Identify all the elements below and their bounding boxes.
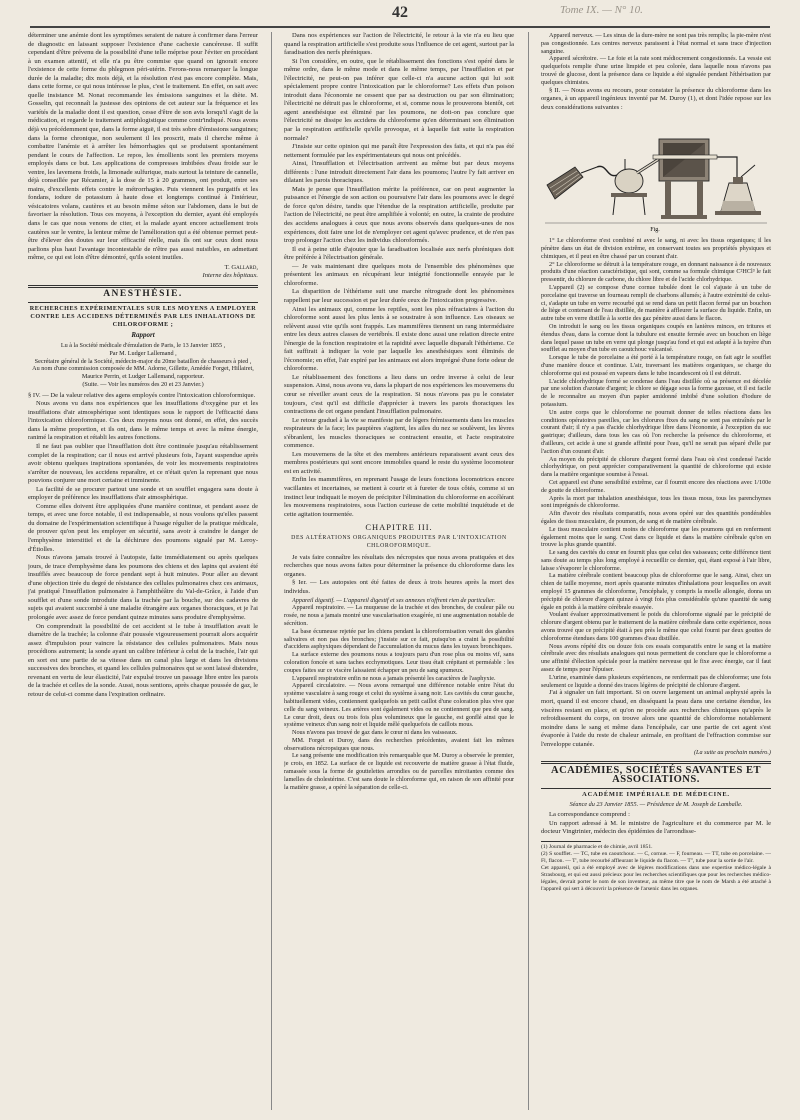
paragraph: Enfin les mammifères, en reprenant l'usage de leurs fonctions locomotrices encore vacillantes et incertaines, se mettent à courir et à fureter de tous côtés, comme si un instinct leur indiquait le moyen de précipiter l'élimination du chloroforme en accélérant les mouvemens respiratoires, sous l'action curieuse de cette mobilité inquiétude et de cette agitation tourmentée. (284, 476, 514, 518)
footnote-rule (541, 841, 601, 842)
author-signature: T. Gallard, (224, 263, 258, 271)
section-divider (541, 761, 771, 764)
paragraph: L'appareil (2) se compose d'une cornue tubulée dont le col s'ajuste à un tube de porcelaine qui traverse un fourneau rempli de charbons allumés; à l'autre extrémité de celui-ci, s'adapte un tube en verre recourbé qui se rend dans un petit flacon fermé par un bouchon de liège et contenant de l'eau distillée, de manière à affleurer la surface du liquide. Enfin, un autre tube en verre distille à la sortie des gaz pénètre aussi dans le flacon. (541, 284, 771, 323)
paragraph: Lorsque le tube de porcelaine a été porté à la température rouge, on fait agir le soufflet d'une manière douce et continue. L'air, traversant les matières organiques, se charge du chloroforme qui est poussé en vapeurs dans le tube incandescent où il est détruit. (541, 354, 771, 377)
page-number: 42 (392, 4, 408, 21)
article-venue: Lu à la Société médicale d'émulation de Paris, le 13 Janvier 1855 , (60, 341, 226, 349)
continuation-note: (Suite. — Voir les numéros des 20 et 23 Janvier.) (82, 380, 204, 388)
session-date: Séance du 23 Janvier 1855. — Présidence de M. Joseph de Lamballe. (569, 800, 743, 808)
column-3 (541, 32, 771, 1110)
paragraph: Voulant évaluer approximativement le poids du chloroforme signalé par le précipité de chlorure d'argent obtenu par le traitement de la matière cérébrale dans cette expérience, nous avons trouvé que ce précipité était à peu près le même que celui fourni par deux gouttes de chloroforme étendues dans 100 grammes d'eau distillée. (541, 611, 771, 642)
divider (541, 788, 771, 789)
paragraph: déterminer une anémie dont les symptômes seraient de nature à confirmer dans l'erreur de diagnostic en laissant supposer l'existence d'une cachexie cancéreuse. Il suffit cependant d'être prévenu de la possibilité d'une telle méprise pour l'éviter en procédant à un examen attentif, et elle n'a pu être commise que quand on ignorait encore l'existence de cette forme du phlegmon péri-utérin. Ferons-nous remarquer la longue durée de la maladie; dix mois déjà, et la résolution n'est pas encore complète. Mais, dans cette forme, ce qui nous intéresse le plus, c'est le traitement. En effet, on sait avec quelle insistance M. Nonat recommande les émissions sanguines et la diète. M. Gosselin, qui reconnaît la justesse des opinions de cet auteur sur la fréquence et les variétés de la maladie dont il est question, cesse d'être de son avis lorsqu'il s'agit de la médication, et regarde le traitement antiphlogistique comme contr'indiqué. Nous avons déjà vu précédemment que, dans la forme aiguë, il est très sobre d'émissions sanguines; dans la forme chronique, non seulement il les proscrit, mais il cherche même à combattre l'anémie et à arrêter les hémorrhagies qui se produisent spontanément pendant le cours de l'affection. Le repos, les émollients sont les premiers moyens employés dans ce but. Les applications de compresses imbibées d'eau froide sur le ventre, les lavemens froids, la limonade sulfurique, mais surtout la teinture de cannelle, déjà conseillée par Récamier, à la dose de 15 à 20 grammes, ont produit, entre ses mains, d'excellents effets contre le métrorrhagies. Puis viennent les purgatifs et les fondans, iodure de potassium à haute dose et longtemps continué à l'intérieur, vésicatoires volans, cautères et au besoin même séton sur l'abdomen, dans le but de favoriser la résolution. Tous ces moyens, à l'exception du dernier, ayant été employés dans le cas que nous venons de citer, et la malade ayant encore actuellement trois cautères sur le ventre, la lenteur même de l'amélioration qui a été obtenue permet peut-être d'élever des doutes sur leur efficacité réelle, mais ils ont sur ceux dont nous parlions plus haut l'avantage incontestable de n'être pas aussi nuisibles, en admettant même, ce qui est loin d'être démontré, qu'ils soient inutiles. (28, 32, 258, 262)
paragraph: Le retour graduel à la vie se manifeste par de légers frémissements dans les muscles respirateurs de la face; les paupières s'agitent, les ailes du nez se soulèvent, les lèvres s'ébranlent, les muscles thoraciques se contractent ensuite, et l'acte respiratoire commence. (284, 416, 514, 450)
column-2 (284, 32, 514, 1110)
bellows-illustration (547, 167, 597, 199)
paragraph: L'appareil respiratoire enfin ne nous a jamais présenté les caractères de l'asphyxie. (292, 674, 496, 682)
footnote: (1) Journal de pharmacie et de chimie, avril 1851. (541, 843, 653, 850)
paragraph: Je vais faire connaître les résultats des nécropsies que nous avons pratiquées et des recherches que nous avons faites pour déterminer la présence du chloroforme dans les organes. (284, 553, 514, 578)
paragraph: Appareil nerveux. — Les sinus de la dure-mère ne sont pas très remplis; la pie-mère n'est pas congestionnée. Les centres nerveux paraissent à l'état normal et sans trace d'injection sanguine. (541, 32, 771, 55)
author-title: Secrétaire général de la Société, médecin-major du 20me bataillon de chasseurs à pied , (34, 357, 252, 365)
chapter-title: CHAPITRE III. (365, 522, 433, 533)
paragraph: Au moyen du précipité de chlorure d'argent formé dans l'eau où s'est condensé l'acide chlorhydrique, on peut apprécier comparativement la quantité de chloroforme qui existe dans la matière organique soumise à l'essai. (541, 455, 771, 479)
rubber-tube (597, 167, 617, 176)
paragraph: Dans nos expériences sur l'action de l'électricité, le retour à la vie n'a eu lieu que quand la respiration artificielle s'est produite sous l'influence de cet agent, surtout par la faradisation des nerfs phréniques. (284, 32, 514, 57)
paragraph: J'insiste sur cette opinion qui me paraît être l'expression des faits, et qui n'a pas été nettement formulée par les expérimentateurs qui nous ont précédés. (284, 143, 514, 159)
paragraph: Mais je pense que l'insufflation mérite la préférence, car on peut augmenter la puissance et l'énergie de son action ou poursuivre l'air dans les poumons avec le degré de force qu'on désire, tandis que l'étendue de la respiration artificielle, produite par l'action de l'électricité, ne peut être amplifiée à volonté; en outre, la crainte de produire des accidens analogues à ceux que nous avons observés dans quelques-unes de nos expériences, doit faire une loi de n'employer cet agent qu'avec prudence, et de n'en pas trop prolonger l'action chez les individus chloroformés. (284, 185, 514, 245)
retort-illustration (611, 159, 659, 215)
paragraph: On introduit le sang ou les tissus organiques coupés en lanières minces, en tritures et étendus d'eau, dans la cornue dont la tubulure est ensuite fermée avec un bouchon en liège dans lequel passe un tube en verre qui plonge jusqu'au fond et qui est adapté à la tuyère d'un soufflet au moyen d'un tube en caoutchouc vulcanisé. (541, 322, 771, 354)
paragraph: La matière cérébrale contient beaucoup plus de chloroforme que le sang. Ainsi, chez un chien de taille moyenne, mort après quarante minutes d'inhalations pour lesquelles on avait employé 15 grammes de chloroforme, l'encéphale, y compris la moelle allongée, donna un précipité de chlorure d'argent quinze à vingt fois plus considérable qu'une quantité de sang égale en poids à la matière cérébrale essayée. (541, 572, 771, 611)
paragraph: Le sang présente une modification très remarquable que M. Duroy a observée le premier, je crois, en 1852. La surface de ce liquide est recouverte de matière grasse à l'état fluide, ramassée sous la forme de gouttelettes arrondies ou de parcelles miroitantes comme des lamelles de cholestérine. C'est sans doute le chloroforme qui, en raison de son affinité pour la matière grasse, a opéré la séparation de celle-ci. (284, 752, 514, 791)
paragraph: Nous avons vu dans nos expériences que les insufflations d'oxygène pur et les insufflations d'air atmosphérique sont identiques sous le rapport de l'efficacité dans l'intoxication chloroformique. Ces deux moyens nous ont donné, en effet, des succès dans la même proportion, et ils ont, dans le même temps et avec la même énergie, ranimé la respiration et rétabli les autres fonctions. (28, 400, 258, 442)
divider (28, 302, 258, 303)
paragraph: Le tissu musculaire contient moins de chloroforme que les poumons qui en renferment également moins que le sang. C'est dans ce liquide et dans la matière cérébrale qu'on en trouve la plus grande quantité. (541, 525, 771, 549)
running-head: Tome IX. — N° 10. (560, 4, 643, 16)
paragraph: Un rapport adressé à M. le ministre de l'agriculture et du commerce par M. le docteur Vingtrinier, médecin des épidémies de l'arrondisse- (541, 819, 771, 836)
paragraph: Nous n'avons pas trouvé de gaz dans le cœur ni dans les vaisseaux. (292, 729, 458, 737)
paragraph: La facilité de se procurer partout une sonde et un soufflet engagera sans doute à employer de préférence les insufflations d'air atmosphérique. (28, 485, 258, 502)
paragraph: Appareil sécrétoire. — Le foie et la rate sont médiocrement congestionnés. La vessie est quelquefois remplie d'une urine limpide et peu colorée, dans laquelle nous n'avons pas trouvé de glucose, dont la présence dans ce liquide a été signalée pendant l'éthérisation par quelques chimistes. (541, 55, 771, 86)
paragraph: 2° Le chloroforme se détruit à la température rouge, en donnant naissance à de nouveaux produits d'une réaction caractéristique, qui sont, comme sa formule chimique C²HCl³ le fait pressentir, du chlorure de carbone, du chlore libre et de l'acide chlorhydrique. (541, 260, 771, 284)
paragraph: Comme elles doivent être appliquées d'une manière continue, et pendant assez de temps, et avec une force notable, il est indispensable, si nous voulons qu'elles passent du domaine de l'expérimentation scientifique à l'usage régulier de la pratique médicale, de prouver qu'on peut les employer en sécurité, sans avoir à craindre le danger de l'emphysème interstitiel et de la déchirure des poumons signalé par M. Leroy-d'Étiolles. (28, 502, 258, 553)
paragraph: Les mouvemens de la tête et des membres antérieurs reparaissent avant ceux des membres postérieurs qui sont encore immobiles quand le reste du système locomoteur est en activité. (284, 450, 514, 475)
paragraph: L'acide chlorhydrique formé se condense dans l'eau distillée où sa présence est décelée par une solution d'azotate d'argent; le chlore se dégage sous la forme gazeuse, et il est facile de le reconnaître au moyen d'un papier amidonné imbibé d'une solution d'iodure de potassium. (541, 377, 771, 408)
section-heading: § IV. — De la valeur relative des agens employés contre l'intoxication chloroformique. (28, 391, 256, 399)
paragraph: Cet appareil est d'une sensibilité extrême, car il fournit encore des réactions avec 1/100e de goutte de chloroforme. (541, 478, 771, 494)
article-title: RECHERCHES EXPÉRIMENTALES SUR LES MOYENS A EMPLOYER CONTRE LES ACCIDENS DÉTERMINÉS PAR LES INHALATIONS DE CHLOROFORME ; (29, 305, 257, 329)
footnote: Cet appareil, qui a été employé avec de légères modifications dans une expertise médico-légale à Strasbourg, et qui est aussi précieux pour les recherches scientifiques que pour les recherches médico-légales, devrait porter le nom de son inventeur, au même titre que le nom de Marsh a été attaché à l'appareil qui sert à découvrir la présence de l'arsenic dans les organes. (541, 864, 771, 892)
paragraph: J'ai à signaler un fait important. Si on ouvre largement un animal asphyxié après la mort, quand il est encore chaud, en disséquant la peau dans une certaine étendue, les viscères restant en place, et qu'on ne procède aux recherches chimiques qu'après le refroidissement du corps, on trouve alors une quantité de chloroforme notablement moindre dans le sang et même dans l'encéphale, car une partie de cet agent s'est évaporée à l'aide du reste de chaleur animale, en profitant de l'effraction commise sur l'enveloppe cutanée. (541, 689, 771, 748)
column-rule (271, 32, 272, 1110)
article-author: Par M. Ludger Lallemand , (109, 349, 177, 357)
paragraph: Le sang des cavités du cœur en fournit plus que celui des vaisseaux; cette différence tient sans doute au temps plus long employé à recueillir ce dernier, qui, étant exposé à l'air libre, laisse s'évaporer le chloroforme. (541, 549, 771, 572)
paragraph: Le rétablissement des fonctions a lieu dans un ordre inverse à celui de leur suspension. Ainsi, nous avons vu, dans la plupart de nos expériences les mouvemens du cœur se réveiller avant ceux de la respiration. Si nous n'avons pas pu le constater toujours, c'est qu'il est difficile d'apprécier à travers les parois thoraciques les contractions de cet organe pendant l'insufflation pulmonaire. (284, 373, 514, 416)
paragraph: Il est à peine utile d'ajouter que la faradisation localisée aux nerfs phréniques doit être préférée à l'électrisation générale. (284, 245, 514, 262)
paragraph: § II. — Nous avons eu recours, pour constater la présence du chloroforme dans les organes, à un appareil ingénieux inventé par M. Duroy (1), et dont l'idée repose sur les deux considérations suivantes : (541, 86, 771, 111)
article-kind: Rapport (131, 331, 155, 340)
footnote: (2) S soufflet. — TC, tube en caoutchouc. — C, cornue. — F, fourneau. — TT, tube en porcelaine. — Fl, flacon. — T', tube recourbé affleurant le liquide du flacon. — T'', tube pour la sortie de l'air. (541, 850, 771, 864)
paragraph: On comprendrait la possibilité de cet accident si le tube à insufflation avait le diamètre de la trachée; la colonne d'air poussée vigoureusement pourrait alors acquérir assez d'impulsion pour vaincre la résistance des cellules pulmonaires. Mais nous procédions autrement; la sonde ayant un calibre inférieur à celui de la trachée, l'air qui en sort est une partie de sa vitesse dans un canal plus large et dans les divisions successives des bronches, et quand les cellules pulmonaires qui se sont laissé distendre, revenant en vertu de leur élasticité, l'air expulsé trouve un passage libre entre les parois de la trachée et celles de la sonde. Aussi, nous sentions, après chaque poussée de gaz, le retour de celui-ci comme dans l'expiration ordinaire. (28, 622, 258, 698)
flask-illustration (715, 165, 761, 215)
top-rule (30, 26, 770, 28)
paragraph: Un autre corps que le chloroforme ne pourrait donner de telles réactions dans les conditions opératoires pareilles, car les chlorures fixes du sang ne sont pas entraînés par le courant d'air; il n'y a pas d'acide chlorhydrique libre dans l'économie, à l'exception du suc gastrique; d'ailleurs, dans tous les cas où l'on recherche la présence du chloroforme, et d'ailleurs, cet acide à une si grande affinité pour l'eau, qu'il ne serait pas séparé d'elle par l'action d'un courant d'air. (541, 408, 771, 455)
paragraph: Si l'on considère, en outre, que le rétablissement des fonctions s'est opéré dans le même ordre, dans le même mode et dans le même temps, par l'insufflation et par l'électricité, ne peut-on pas inférer que celle-ci n'a aucune action qui lui soit spécialement propre contre l'intoxication par le chloroforme? Les effets d'un poison introduit dans l'économie ne cessent que par sa destruction ou par son élimination; l'électricité ne détruit pas le chloroforme, et si, comme nous le prouverons bientôt, cet agent anesthésique est éliminé par les poumons, ne doit-on pas conclure que l'électricité ne dissipe les accidens du chloroforme qu'en déterminant son élimination par la respiration artificielle qu'elle provoque, et à laquelle fait suite la respiration normale? (284, 57, 514, 142)
paragraph: Nous avons répété dix ou douze fois ces essais comparatifs entre le sang et la matière cérébrale avec des résultats analogues qui nous permettent de conclure que le chloroforme a une affinité d'élection spéciale pour la matière nerveuse qui le fixe avec énergie, car il faut assez de temps pour l'épuiser. (541, 642, 771, 674)
paragraph: La surface externe des poumons nous a toujours paru d'un rose plus ou moins vif, sans coloration foncée et sans taches ecchymotiques. Leur tissu était crépitant et perméable : les coupes faites sur ce viscère laissaient échapper un peu de sang spumeux. (284, 651, 514, 674)
continuation-note: (La suite au prochain numéro.) (693, 749, 771, 757)
figure-label: Fig. (650, 227, 660, 234)
column-rule (528, 32, 529, 1110)
paragraph: La correspondance comprend : (549, 811, 630, 819)
paragraph: Ainsi les animaux qui, comme les reptiles, sont les plus réfractaires à l'action du chloroforme sont aussi les plus lents à se soustraire à son influence. Les oiseaux se relèvent aussi vite qu'ils sont frappés. Les mammifères tiennent un rang intermédiaire entre les deux autres classes de vertébrés. Il existe donc aussi une relation directe entre l'énergie de la fonction respiratoire et la rapidité avec laquelle disparaît l'éthérisme. Ce fait suffirait à indiquer la voie par laquelle les anesthésiques sont éliminés de l'économie; en effet, l'air expiré par les animaux est alors imprégné d'une forte odeur de chloroforme. (284, 305, 514, 373)
author-affiliation: Interne des hôpitaux. (202, 272, 258, 280)
paragraph: Ainsi, l'insufflation et l'électrisation arrivent au même but par deux moyens différents : l'une introduit directement l'air dans les poumons; l'autre l'y fait arriver en dilatant les parois thoraciques. (284, 160, 514, 185)
apparatus-illustration (541, 115, 771, 233)
academy-name: ACADÉMIE IMPÉRIALE DE MÉDECINE. (582, 791, 730, 799)
section-divider (28, 285, 258, 288)
paragraph: § Ier. — Les autopsies ont été faites de deux à trois heures après la mort des individus. (284, 579, 514, 595)
paragraph: Appareil digestif. — L'appareil digestif et ses annexes n'offrent rien de particulier. (292, 596, 496, 604)
paragraph: MM. Forget et Duroy, dans des recherches précédentes, avaient fait les mêmes observations nécropsiques que nous. (284, 736, 514, 752)
section-title: ANESTHÉSIE. (103, 288, 183, 299)
section-title: ACADÉMIES, SOCIÉTÉS SAVANTES ET ASSOCIATIONS. (550, 765, 762, 785)
paragraph: Nous n'avons jamais trouvé à l'autopsie, faite immédiatement ou après quelques jours, de trace d'emphysème dans les poumons des chiens et des lapins qui avaient été insufflés avec beaucoup de force pendant sept à huit minutes. Pour aller au devant d'une objection tirée du degré de résistance des cellules pulmonaires chez ces animaux, j'ai pratiqué l'insufflation pulmonaire à l'amphithéâtre du Val-de-Grâce, à l'aide d'un soufflet et d'une sonde introduite dans la trachée par la bouche, sur des cadavres de sujets qui avaient succombé à une maladie étrangère aux organes thoraciques, et je l'ai prolongée avec assez de force pendant quinze minutes sans produire d'emphysème. (28, 554, 258, 621)
paragraph: Il ne faut pas oublier que l'insufflation doit être continuée jusqu'au rétablissement complet de la respiration; car il nous est arrivé plusieurs fois, l'ayant suspendue après avoir obtenu quelques inspirations spontanées, de voir les mouvements respiratoires s'arrêter de nouveau, les accidens reparaître, et ce n'était qu'en la reprenant que nous pouvions conjurer une mort certaine et imminente. (28, 443, 258, 485)
apparatus-figure (541, 115, 771, 233)
paragraph: Appareil circulatoire. — Nous avons remarqué une différence notable entre l'état du système vasculaire à sang rouge et celui du système à sang noir. Les cavités du cœur gauche, habituellement vides, contiennent quelquefois un petit caillot d'une coloration plus vive que celle du sang veineux. Les artères sont également vides ou ne contiennent que peu de sang. Le cœur droit, deux ou trois fois plus volumineux que le gauche, est gonflé ainsi que le système veineux d'un sang noir et liquide mêlé quelquefois de caillots mous. (284, 682, 514, 729)
chapter-subtitle: DES ALTÉRATIONS ORGANIQUES PRODUITES PAR L'INTOXICATION CHLOROFORMIQUE. (291, 534, 507, 550)
paragraph: Afin d'avoir des résultats comparatifs, nous avons opéré sur des quantités pondérables égales de tissu musculaire, de poumon, de sang et de matière cérébrale. (541, 510, 771, 525)
paragraph: — Je vais maintenant dire quelques mots de l'ensemble des phénomènes que présentent les animaux en récupérant leur intégrité fonctionnelle enrayée par le chloroforme. (284, 262, 514, 287)
paragraph: 1° Le chloroforme n'est combiné ni avec le sang, ni avec les tissus organiques; il les pénètre dans un état de division extrême, en conservant toutes ses propriétés physiques et chimiques, et il peut en être chassé par un courant d'air. (541, 237, 771, 260)
paragraph: La base écumeuse rejetée par les chiens pendant la chloroformisation venait des glandes salivaires et non pas des bronches; j'insiste sur ce fait, puisqu'on a craint la possibilité d'accidens asphyxiques dépendant de l'accumulation du mucus dans les tuyaux bronchiques. (284, 627, 514, 651)
column-1 (28, 32, 258, 1110)
paragraph: Après la mort par inhalation anesthésique, tous les tissus mous, tous les parenchymes sont imprégnés de chloroforme. (541, 494, 771, 510)
paragraph: La disparition de l'éthérisme suit une marche rétrograde dont les phénomènes rappellent par leur succession et par leur durée ceux de l'intoxication progressive. (284, 288, 514, 304)
commission-members: Au nom d'une commission composée de MM. Adorne, Gillette, Amédée Forget, Hillairet, Maurice Perrin, et Ludger Lallemand, rapporteur. (32, 365, 254, 381)
paragraph: L'urine, examinée dans plusieurs expériences, ne renfermait pas de chloroforme; une fois seulement ce liquide a donné des traces légères de précipité de chlorure d'argent. (541, 673, 771, 689)
furnace-illustration (653, 139, 717, 219)
paragraph: Appareil respiratoire. — La muqueuse de la trachée et des bronches, de couleur pâle ou rosée, ne nous a jamais montré une vascularisation exagérée, ni une augmentation notable de sécrétion. (284, 604, 514, 627)
